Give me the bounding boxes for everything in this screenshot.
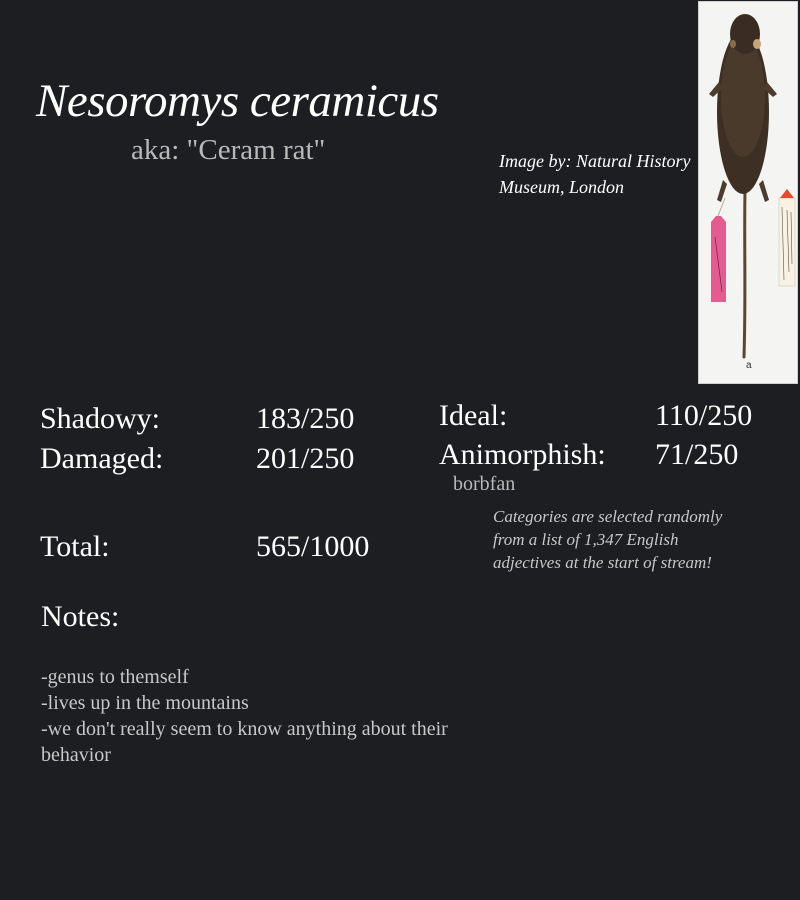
specimen-photo	[698, 1, 798, 384]
rat-specimen-image	[699, 2, 797, 383]
category-submitter: borbfan	[453, 473, 516, 495]
note-item: -we don't really seem to know anything about their behavior	[41, 718, 448, 766]
stat-label-animorphish: Animorphish:	[439, 438, 606, 471]
stat-value-damaged: 201/250	[256, 442, 355, 475]
note-item: -lives up in the mountains	[41, 692, 249, 714]
note-item: -genus to themself	[41, 666, 189, 688]
species-title: Nesoromys ceramicus	[36, 75, 439, 127]
total-value: 565/1000	[256, 530, 370, 563]
stat-label-ideal: Ideal:	[439, 399, 508, 432]
category-disclaimer: Categories are selected randomly from a list of 1,347 English adjectives at the start of stream!	[493, 507, 723, 572]
species-common-name: aka: "Ceram rat"	[131, 134, 326, 166]
stat-value-animorphish: 71/250	[655, 438, 739, 471]
image-credit: Image by: Natural History Museum, London	[499, 151, 691, 197]
total-label: Total:	[40, 530, 110, 563]
stat-value-ideal: 110/250	[655, 399, 753, 432]
specimen-corner-label: a	[746, 360, 752, 371]
stat-label-shadowy: Shadowy:	[40, 402, 160, 435]
stat-value-shadowy: 183/250	[256, 402, 355, 435]
stat-label-damaged: Damaged:	[40, 442, 164, 475]
notes-title: Notes:	[41, 600, 120, 633]
notes-list	[41, 664, 491, 768]
